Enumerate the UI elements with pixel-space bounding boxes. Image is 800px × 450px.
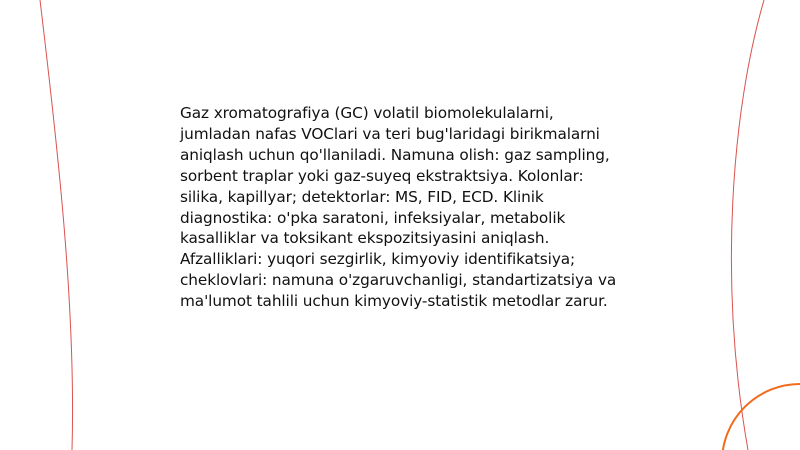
orange-ring bbox=[722, 384, 800, 450]
left-curve bbox=[40, 0, 73, 450]
right-curve bbox=[731, 0, 764, 450]
body-paragraph: Gaz xromatografiya (GC) volatil biomolekulalarni, jumladan nafas VOClari va teri bug'laridagi birikmalarni aniqlash uchun qo'llaniladi. Namuna olish: gaz sampling, sorbent traplar yoki gaz-suyeq ekstraktsiya. Kolonlar: silika, kapillyar; detektorlar: MS, FID, ECD. Klinik diagnostika: o'pka saratoni, infeksiyalar, metabolik kasalliklar va toksikant ekspozitsiyasini aniqlash. Afzalliklari: yuqori sezgirlik, kimyoviy identifikatsiya; cheklovlari: namuna o'zgaruvchanligi, standartizatsiya va ma'lumot tahlili uchun kimyoviy-statistik metodlar zarur. bbox=[180, 104, 617, 311]
